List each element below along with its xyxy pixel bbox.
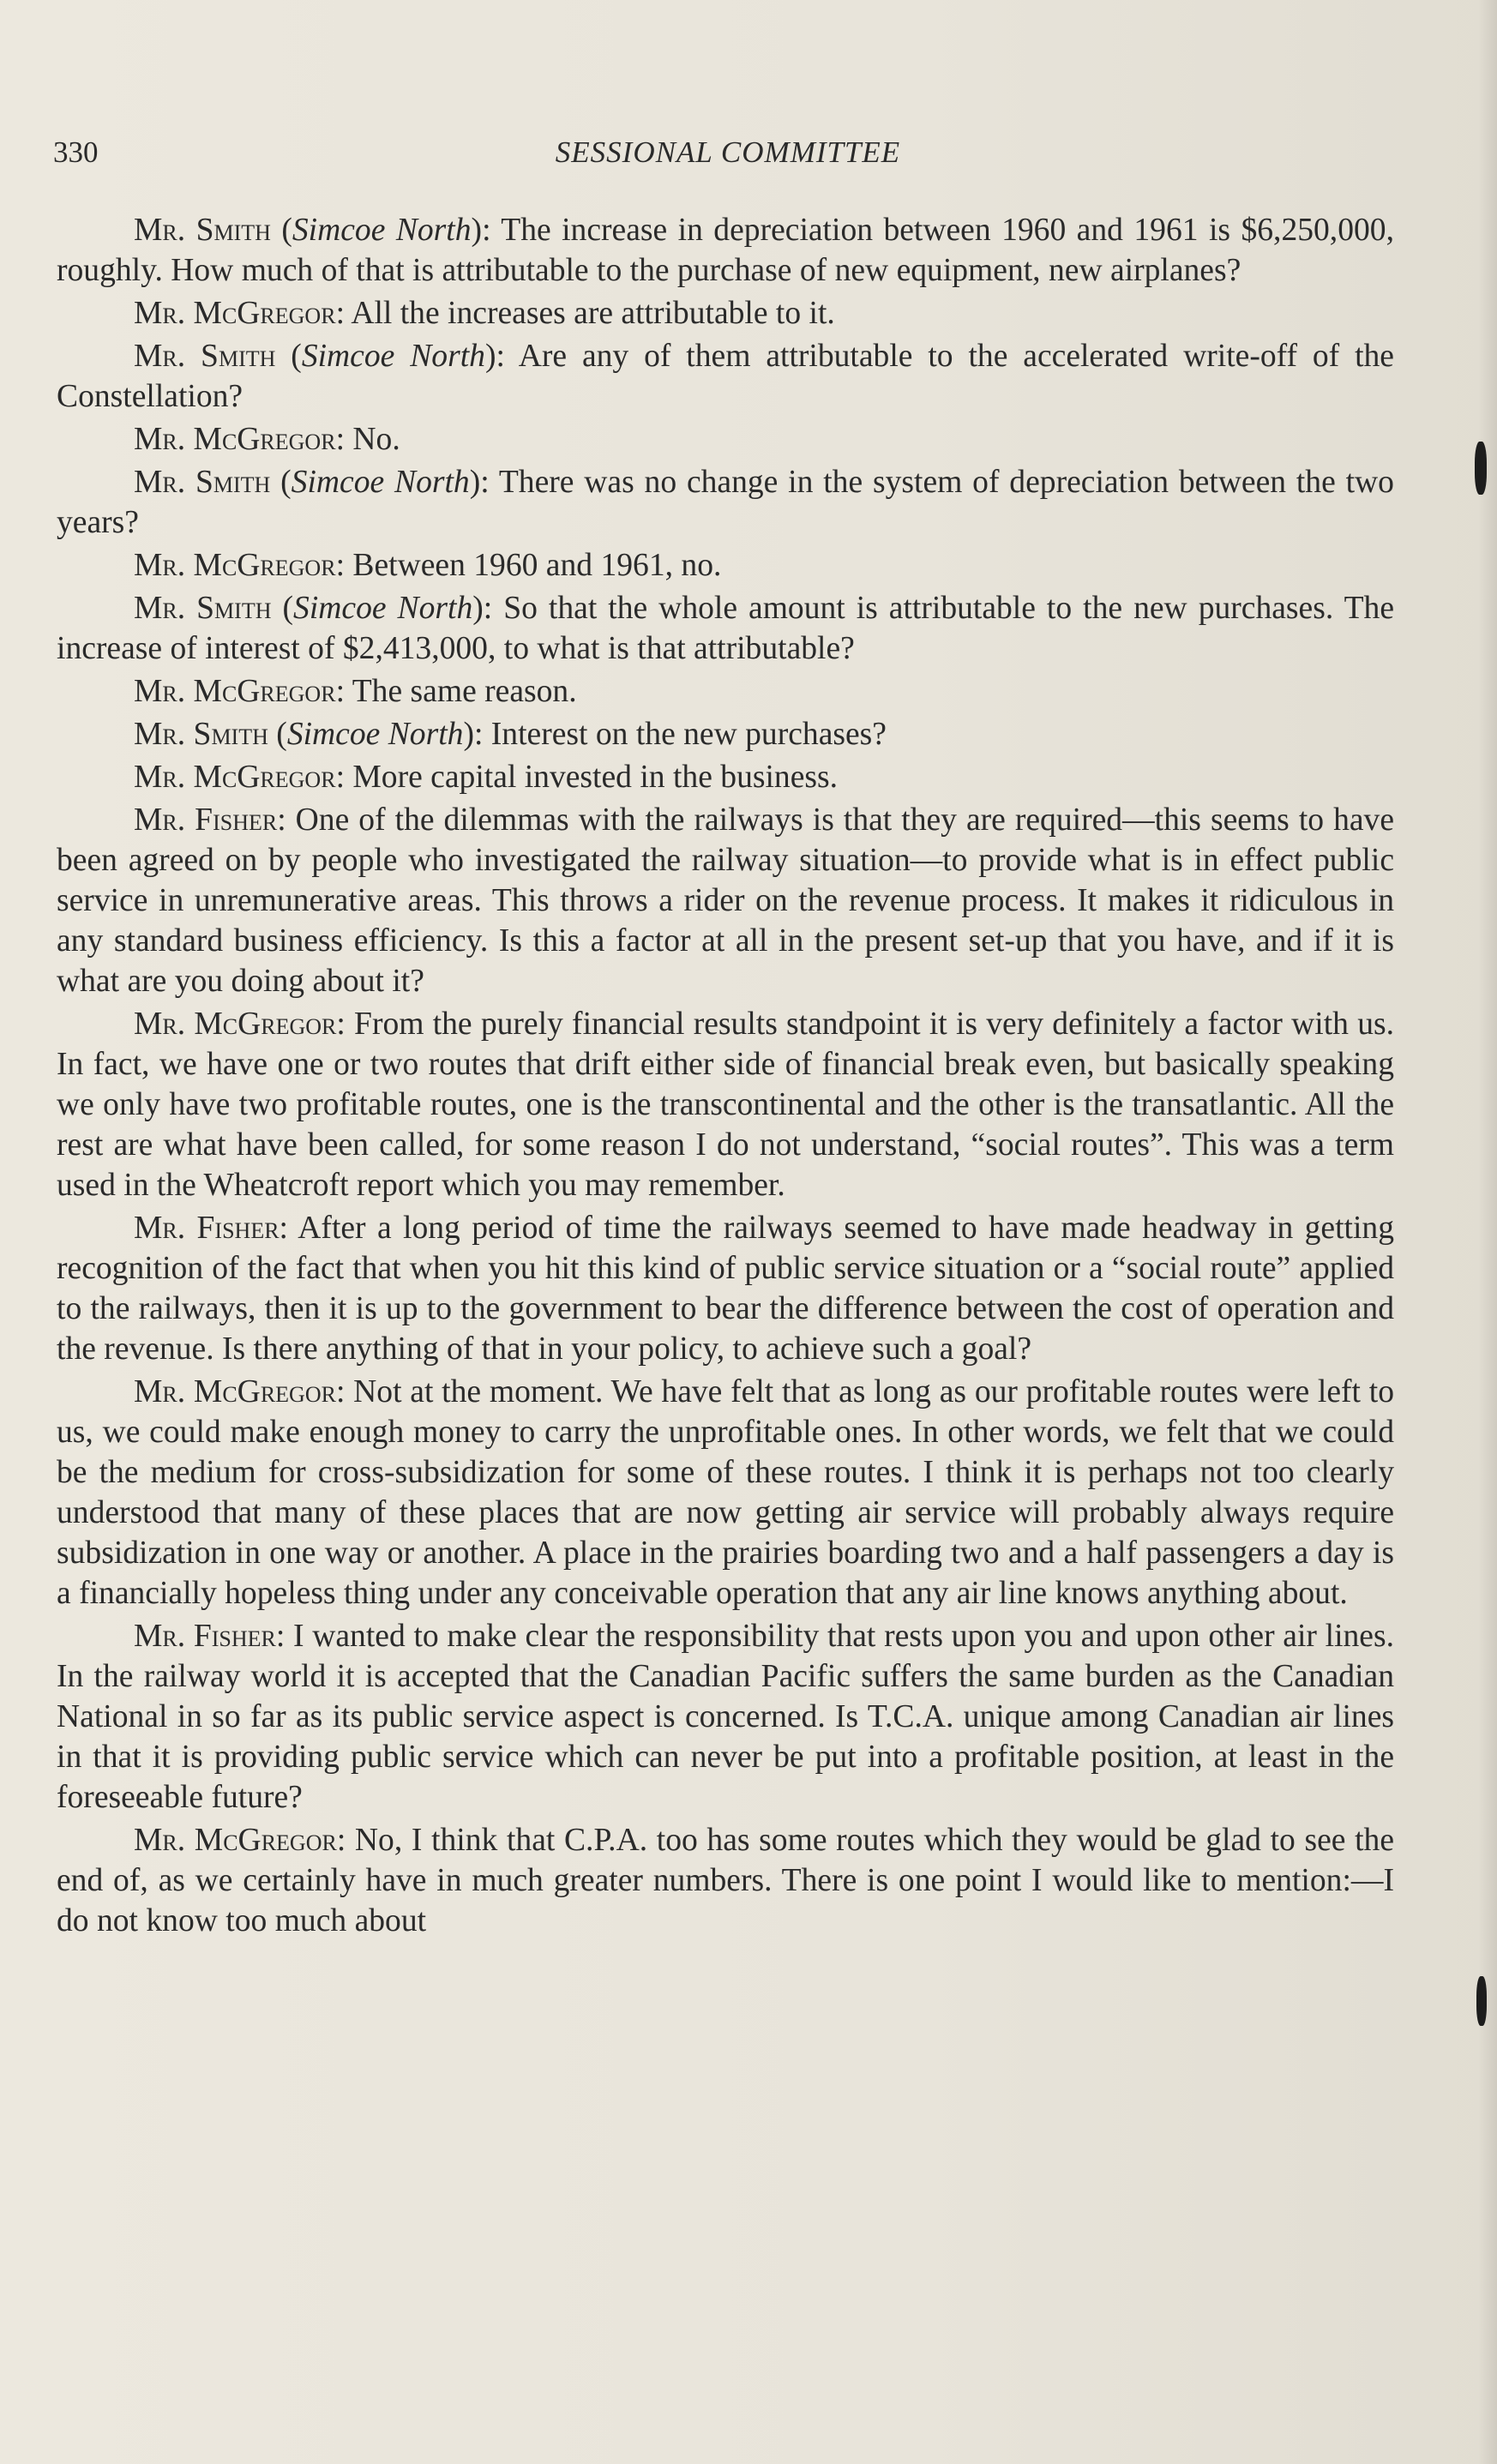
speaker-name: Mr. McGregor — [134, 1823, 337, 1858]
transcript-body — [57, 210, 1394, 1944]
speaker-name: Mr. McGregor — [134, 422, 336, 457]
transcript-paragraph: Mr. Smith (Simcoe North): There was no change in the system of depreciation between the two years? — [57, 465, 1394, 540]
speaker-name: Mr. Fisher — [134, 1619, 276, 1654]
page-header — [53, 135, 1403, 177]
speaker-name: Mr. McGregor — [134, 760, 336, 795]
speaker-constituency: Simcoe North — [301, 339, 485, 374]
speaker-constituency: Simcoe North — [292, 213, 472, 248]
speaker-name: Mr. Smith — [134, 339, 276, 374]
transcript-paragraph — [57, 1004, 1394, 1205]
transcript-paragraph — [57, 1820, 1394, 1941]
speech-text: : Are any of them attributable to the accelerated write-off of the Constellation? — [57, 339, 1394, 414]
speech-text: : So that the whole amount is attributable to the new purchases. The increase of interest of $2,413,000, to what is that attributable? — [57, 591, 1394, 666]
transcript-paragraph: Mr. Smith (Simcoe North): Are any of them attributable to the accelerated write-off of the Constellation? — [57, 339, 1394, 414]
page-number: 330 — [53, 135, 99, 169]
speaker-name: Mr. McGregor — [134, 1374, 336, 1409]
speaker-constituency: Simcoe North — [286, 717, 464, 752]
speaker-name: Mr. Smith — [134, 213, 271, 248]
running-title: SESSIONAL COMMITTEE — [555, 135, 901, 169]
speaker-name: Mr. Fisher — [134, 802, 278, 838]
speech-text: : Between 1960 and 1961, no. — [335, 548, 722, 583]
speaker-name: Mr. Smith — [134, 717, 268, 752]
transcript-paragraph — [57, 800, 1394, 1001]
transcript-paragraph — [57, 671, 1394, 712]
speech-text: : Interest on the new purchases? — [473, 717, 887, 752]
speaker-name: Mr. McGregor — [134, 548, 336, 583]
speech-text: : Not at the moment. We have felt that as long as our profitable routes were left to us, we could make enough money to carry the unprofitable ones. In other words, we felt that we could be the medium for cross-subsidization for some of these routes. I think it is perhaps not too clearly understood that many of these places that are now getting air service will probably always require subsidization in one way or another. A place in the prairies boarding two and a half passengers a day is a financially hopeless thing under any conceivable operation that any air line knows anything about. — [57, 1374, 1394, 1611]
transcript-paragraph — [57, 1616, 1394, 1818]
speech-text: : More capital invested in the business. — [335, 760, 839, 795]
speech-text: : I wanted to make clear the responsibility that rests upon you and upon other air lines. In the railway world it is accepted that the Canadian Pacific suffers the same burden as the Canadian National in so far as its public service aspect is concerned. Is T.C.A. unique among Canadian air lines in that it is providing public service which can never be put into a profitable position, at least in the foreseeable future? — [57, 1619, 1394, 1815]
speech-text: : From the purely financial results standpoint it is very definitely a factor with us. In fact, we have one or two routes that drift either side of financial break even, but basically speaking we only have two profitable routes, one is the transcontinental and the other is the transatlantic. All the rest are what have been called, for some reason I do not understand, “social routes”. This was a term used in the Wheatcroft report which you may remember. — [57, 1007, 1395, 1203]
transcript-paragraph — [57, 1208, 1394, 1369]
transcript-paragraph — [57, 545, 1394, 586]
speech-text: : All the increases are attributable to it. — [335, 296, 835, 331]
transcript-paragraph — [57, 293, 1394, 334]
speech-text: : There was no change in the system of depreciation between the two years? — [57, 465, 1394, 540]
page-edge-shadow — [1478, 0, 1497, 2464]
speaker-name: Mr. Fisher — [134, 1211, 280, 1246]
speaker-constituency: Simcoe North — [291, 465, 470, 500]
speaker-name: Mr. Smith — [134, 465, 271, 500]
speech-text: : The increase in depreciation between 1960 and 1961 is $6,250,000, roughly. How much of that is attributable to the purchase of new equipment, new airplanes? — [57, 213, 1394, 288]
speech-text: : No, I think that C.P.A. too has some routes which they would be glad to see the end of, as we certainly have in much greater numbers. There is one point I would like to mention:—I do not know too much about — [57, 1823, 1394, 1938]
transcript-paragraph — [57, 419, 1394, 460]
speaker-constituency: Simcoe North — [293, 591, 473, 626]
speech-text: : One of the dilemmas with the railways is that they are required—this seems to have been agreed on by people who investigated the railway situation—to provide what is in effect public service in unremunerative areas. This throws a rider on the revenue process. It makes it ridiculous in any standard business efficiency. Is this a factor at all in the present set-up that you have, and if it is what are you doing about it? — [57, 802, 1395, 999]
speaker-name: Mr. McGregor — [134, 674, 336, 709]
transcript-paragraph: Mr. Smith (Simcoe North): So that the whole amount is attributable to the new purchases. The increase of interest of $2,413,000, to what is that attributable? — [57, 591, 1394, 666]
speaker-name: Mr. Smith — [134, 591, 272, 626]
speech-text: : The same reason. — [335, 674, 577, 709]
speaker-name: Mr. McGregor — [134, 296, 336, 331]
transcript-paragraph — [57, 1372, 1394, 1614]
speech-text: : No. — [335, 422, 400, 457]
transcript-paragraph: Mr. Smith (Simcoe North): The increase in depreciation between 1960 and 1961 is $6,250,000, roughly. How much of that is attributable to the purchase of new equipment, new airplanes? — [57, 213, 1394, 288]
speech-text: : After a long period of time the railways seemed to have made headway in getting recognition of the fact that when you hit this kind of public service situation or a “social route” applied to the railways, then it is up to the government to bear the difference between the cost of operation and the revenue. Is there anything of that in your policy, to achieve such a goal? — [57, 1211, 1394, 1367]
transcript-paragraph: Mr. Smith (Simcoe North): Interest on the new purchases? — [134, 717, 887, 752]
speaker-name: Mr. McGregor — [134, 1007, 337, 1042]
transcript-paragraph — [57, 757, 1394, 797]
